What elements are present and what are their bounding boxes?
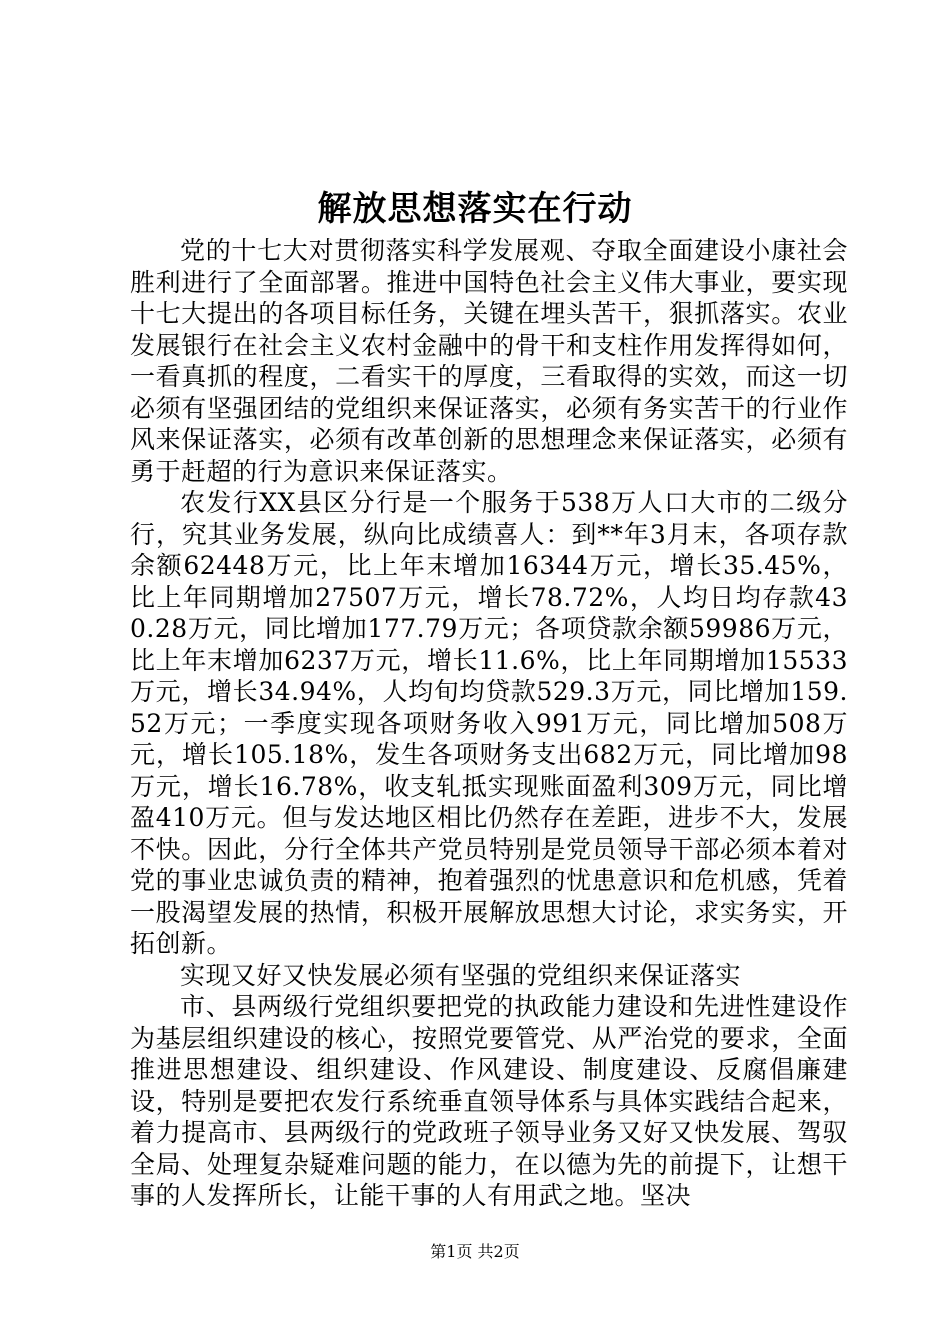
paragraph-branch-performance: 农发行XX县区分行是一个服务于538万人口大市的二级分行，究其业务发展，纵向比成绩喜人：到**年3月末，各项存款余额62448万元，比上年末增加16344万元，增长35.45%，比上年同期增加27507万元，增长78.72%，人均日均存款430.28万元，同比增加177.79万元；各项贷款余额59986万元，比上年末增加6237万元，增长11.6%，比上年同期增加15533万元，增长34.94%，人均旬均贷款529.3万元，同比增加159.52万元；一季度实现各项财务收入991万元，同比增加508万元，增长105.18%，发生各项财务支出682万元，同比增加98万元，增长16.78%，收支轧抵实现账面盈利309万元，同比增盈410万元。但与发达地区相比仍然存在差距，进步不大，发展不快。因此，分行全体共产党员特别是党员领导干部必须本着对党的事业忠诚负责的精神，抱着强烈的忧患意识和危机感，凭着一股渴望发展的热情，积极开展解放思想大讨论，求实务实，开拓创新。: [130, 488, 848, 958]
paragraph-party-organization: 市、县两级行党组织要把党的执政能力建设和先进性建设作为基层组织建设的核心，按照党要管党、从严治党的要求，全面推进思想建设、组织建设、作风建设、制度建设、反腐倡廉建设，特别是要把农发行系统垂直领导体系与具体实践结合起来，着力提高市、县两级行的党政班子领导业务又好又快发展、驾驭全局、处理复杂疑难问题的能力，在以德为先的前提下，让想干事的人发挥所长，让能干事的人有用武之地。坚决: [130, 992, 848, 1210]
paragraph-intro: 党的十七大对贯彻落实科学发展观、夺取全面建设小康社会胜利进行了全面部署。推进中国特色社会主义伟大事业，要实现十七大提出的各项目标任务，关键在埋头苦干，狠抓落实。农业发展银行在社会主义农村金融中的骨干和支柱作用发挥得如何，一看真抓的程度，二看实干的厚度，三看取得的实效，而这一切必须有坚强团结的党组织来保证落实，必须有务实苦干的行业作风来保证落实，必须有改革创新的思想理念来保证落实，必须有勇于赶超的行为意识来保证落实。: [130, 236, 848, 486]
page-footer: 第1页 共2页: [430, 1242, 520, 1261]
document-title: 解放思想落实在行动: [317, 189, 633, 229]
section-heading: 实现又好又快发展必须有坚强的党组织来保证落实: [180, 960, 742, 990]
document-body: [130, 235, 848, 1212]
